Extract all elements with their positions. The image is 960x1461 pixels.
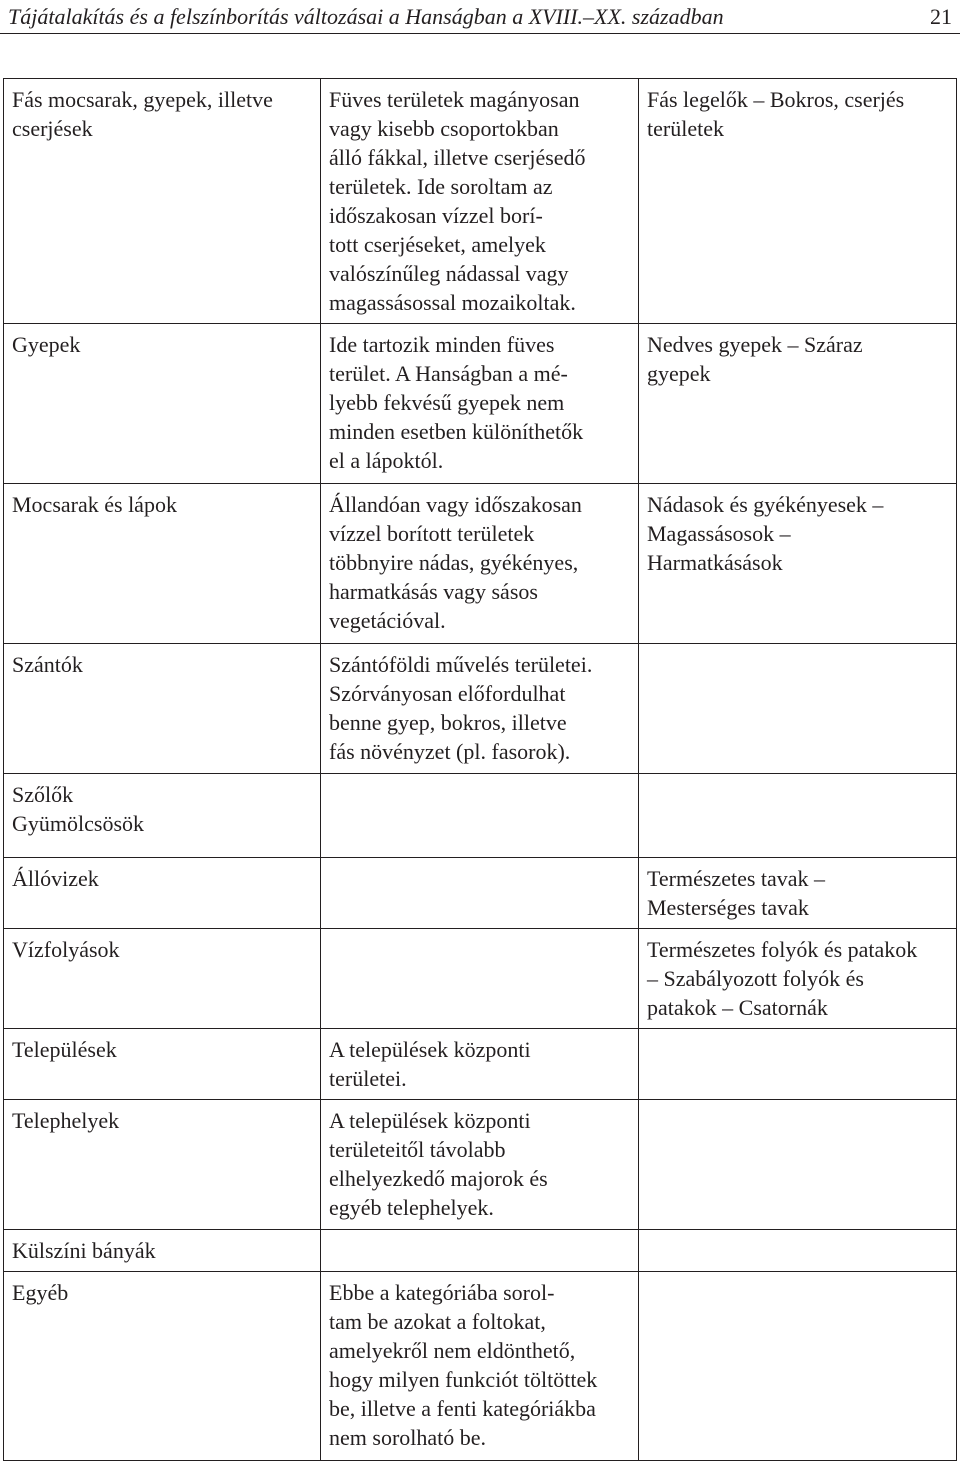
category-cell: Külszíni bányák (4, 1230, 321, 1272)
description-cell: Állandóan vagy időszakosan vízzel borított területek többnyire nádas, gyékényes, harmatkásás vagy sásos vegetációval. (321, 484, 639, 644)
subtypes-cell: Fás legelők – Bokros, cserjés területek (639, 79, 957, 324)
subtypes-cell: Természetes tavak – Mesterséges tavak (639, 858, 957, 929)
description-cell: Ebbe a kategóriába sorol- tam be azokat a foltokat, amelyekről nem eldönthető, hogy milyen funkciót töltöttek be, illetve a fenti kategóriákba nem sorolható be. (321, 1272, 639, 1461)
category-cell: Egyéb (4, 1272, 321, 1461)
category-cell: Állóvizek (4, 858, 321, 929)
category-cell: Települések (4, 1029, 321, 1100)
table-row (4, 79, 957, 324)
description-cell: Ide tartozik minden füves terület. A Hanságban a mé- lyebb fekvésű gyepek nem minden esetben különíthetők el a lápoktól. (321, 324, 639, 484)
table-row (4, 858, 957, 929)
category-cell: Szántók (4, 644, 321, 774)
subtypes-cell (639, 1272, 957, 1461)
table-row (4, 774, 957, 858)
description-cell (321, 929, 639, 1029)
header-rule (0, 33, 960, 34)
running-title: Tájátalakítás és a felszínborítás változásai a Hanságban a XVIII.–XX. században (8, 4, 724, 29)
category-cell: Mocsarak és lápok (4, 484, 321, 644)
description-cell: A települések központi területei. (321, 1029, 639, 1100)
subtypes-cell (639, 1029, 957, 1100)
table-row (4, 484, 957, 644)
subtypes-cell (639, 774, 957, 858)
description-cell: Füves területek magányosan vagy kisebb csoportokban álló fákkal, illetve cserjésedő területek. Ide soroltam az időszakosan vízzel borí- tott cserjéseket, amelyek valószínűleg nádassal vagy magassásossal mozaikoltak. (321, 79, 639, 324)
category-cell: Gyepek (4, 324, 321, 484)
table-row (4, 324, 957, 484)
description-cell (321, 1230, 639, 1272)
subtypes-cell: Nedves gyepek – Száraz gyepek (639, 324, 957, 484)
subtypes-cell (639, 1230, 957, 1272)
description-cell (321, 858, 639, 929)
table-row (4, 644, 957, 774)
table-row (4, 929, 957, 1029)
land-cover-table (3, 78, 957, 1461)
description-cell: A települések központi területeitől távolabb elhelyezkedő majorok és egyéb telephelyek. (321, 1100, 639, 1230)
category-cell: Vízfolyások (4, 929, 321, 1029)
category-cell: Szőlők Gyümölcsösök (4, 774, 321, 858)
description-cell (321, 774, 639, 858)
category-cell: Fás mocsarak, gyepek, illetve cserjések (4, 79, 321, 324)
subtypes-cell (639, 1100, 957, 1230)
table-row (4, 1029, 957, 1100)
page-number: 21 (930, 4, 952, 29)
page-header (0, 0, 960, 40)
table-row (4, 1230, 957, 1272)
table-row (4, 1272, 957, 1461)
subtypes-cell (639, 644, 957, 774)
subtypes-cell: Természetes folyók és patakok – Szabályozott folyók és patakok – Csatornák (639, 929, 957, 1029)
subtypes-cell: Nádasok és gyékényesek – Magassásosok – Harmatkásások (639, 484, 957, 644)
table-row (4, 1100, 957, 1230)
description-cell: Szántóföldi művelés területei. Szórványosan előfordulhat benne gyep, bokros, illetve fás növényzet (pl. fasorok). (321, 644, 639, 774)
category-cell: Telephelyek (4, 1100, 321, 1230)
